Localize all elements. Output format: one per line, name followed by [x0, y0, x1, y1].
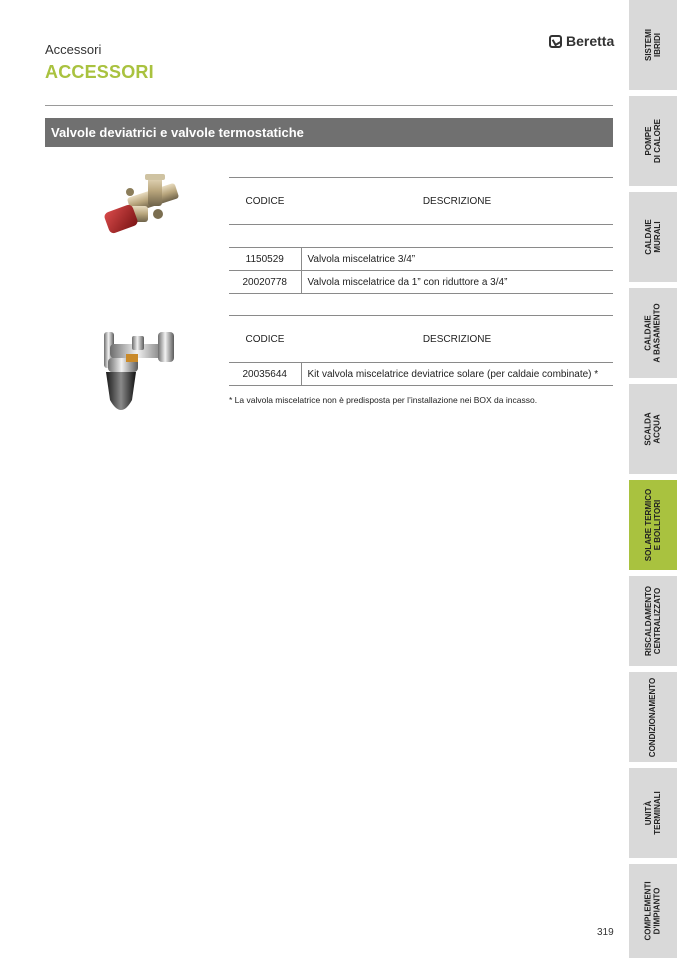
product-description: Kit valvola miscelatrice deviatrice solare (per caldaie combinate) * [301, 363, 613, 386]
mixing-valve-image [100, 172, 190, 244]
product-description: Valvola miscelatrice da 1” con riduttore a 3/4” [301, 271, 613, 294]
page-title: ACCESSORI [45, 62, 154, 82]
tab-solare-termico[interactable] [629, 480, 677, 570]
tab-label: COMPLEMENTI D'IMPIANTO [644, 881, 663, 941]
solar-diverter-kit-image [96, 328, 186, 418]
tab-label: CONDIZIONAMENTO [648, 677, 658, 757]
footnote: * La valvola miscelatrice non è predisposta per l’installazione nei BOX da incasso. [229, 395, 538, 405]
table-row [229, 271, 613, 294]
tab-label: SCALDA ACQUA [644, 412, 662, 446]
tab-pompe-di-calore[interactable] [629, 96, 677, 186]
tab-label: SOLARE TERMICO E BOLLITORI [644, 488, 663, 562]
tab-caldaie-murali[interactable] [629, 192, 677, 282]
tab-riscaldamento-centralizzato[interactable] [629, 576, 677, 666]
tab-label: UNITÀ TERMINALI [644, 791, 662, 835]
brand-mark-icon [549, 35, 562, 48]
tab-unita-terminali[interactable] [629, 768, 677, 858]
product-code: 20020778 [229, 271, 301, 294]
tab-label: CALDAIE A BASAMENTO [644, 303, 662, 363]
tab-sistemi-ibridi[interactable] [629, 0, 677, 90]
brand-name: Beretta [566, 33, 615, 49]
tab-label: POMPE DI CALORE [644, 119, 662, 163]
table-row [229, 363, 613, 386]
table-header-row [229, 178, 613, 225]
description-column-header: DESCRIZIONE [301, 316, 613, 363]
code-column-header: CODICE [229, 178, 301, 225]
header-divider [45, 105, 613, 106]
product-description: Valvola miscelatrice 3/4” [301, 248, 613, 271]
brand-logo [549, 33, 614, 49]
product-table-1 [229, 177, 613, 294]
table-row [229, 248, 613, 271]
tab-complementi-impianto[interactable] [629, 864, 677, 958]
tab-scalda-acqua[interactable] [629, 384, 677, 474]
tab-label: SISTEMI IBRIDI [643, 28, 662, 62]
tab-caldaie-a-basamento[interactable] [629, 288, 677, 378]
breadcrumb: Accessori [45, 42, 102, 57]
table-spacer [229, 225, 613, 248]
section-title-bar: Valvole deviatrici e valvole termostatiche [45, 118, 613, 147]
tab-condizionamento[interactable] [629, 672, 677, 762]
tab-label: CALDAIE MURALI [644, 219, 662, 255]
page-number: 319 [597, 927, 614, 938]
product-code: 1150529 [229, 248, 301, 271]
tab-label: RISCALDAMENTO CENTRALIZZATO [644, 585, 663, 657]
side-tabs [629, 0, 677, 958]
product-code: 20035644 [229, 363, 301, 386]
table-header-row [229, 316, 613, 363]
product-table-2 [229, 315, 613, 386]
description-column-header: DESCRIZIONE [301, 178, 613, 225]
code-column-header: CODICE [229, 316, 301, 363]
